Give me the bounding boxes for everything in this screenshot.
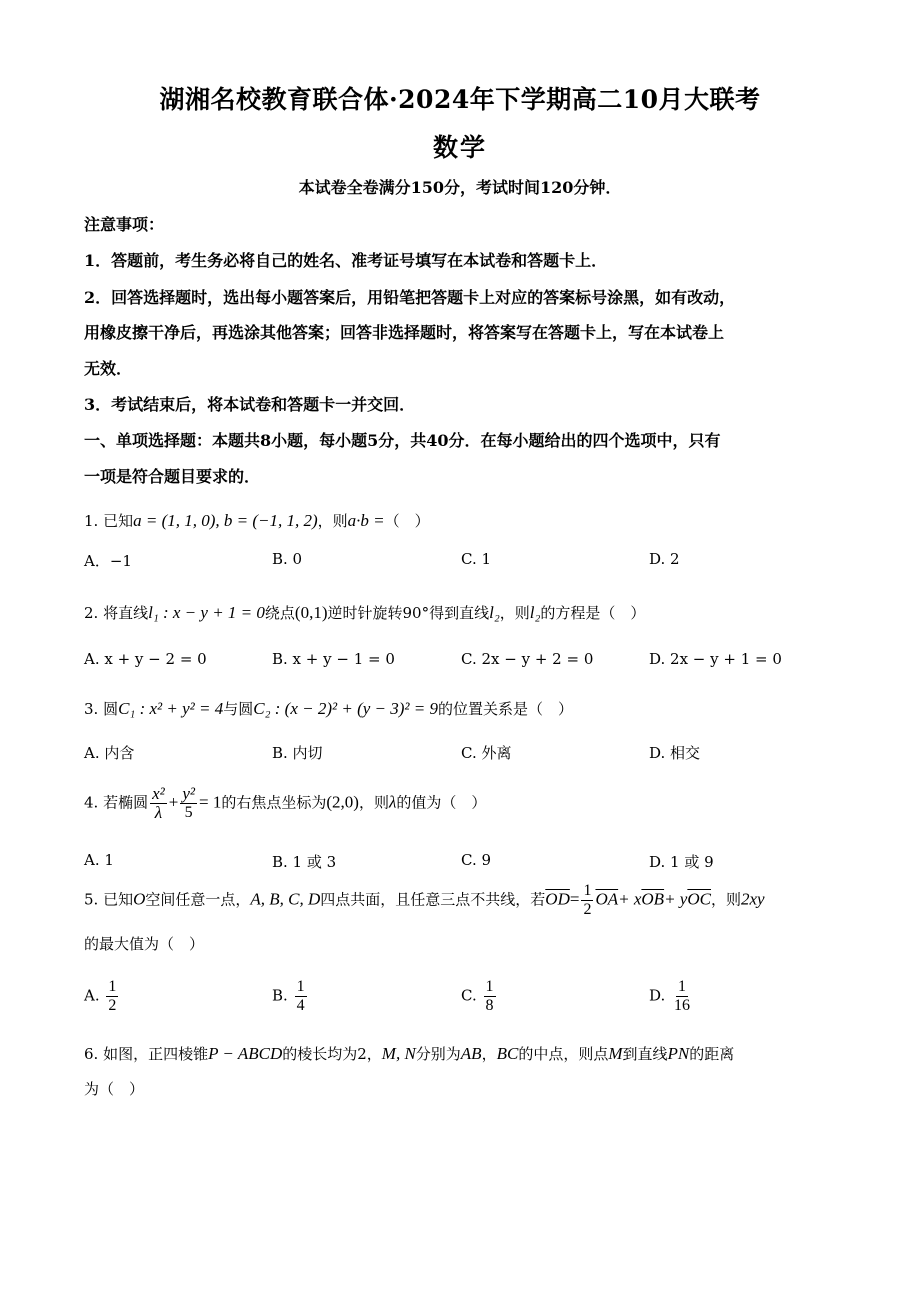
q5-half-den: 2 (583, 901, 592, 918)
q1-option-d: D. 2 (649, 550, 680, 568)
q2-line-l2-again: l₂ (529, 603, 541, 622)
question-3 (84, 693, 844, 725)
q5-option-b (272, 978, 309, 1015)
q5-points: A, B, C, D (250, 889, 321, 909)
q3-option-c: C. 外离 (461, 744, 512, 762)
q5-a-num: 1 (108, 978, 117, 995)
q3-option-b: B. 内切 (272, 744, 323, 762)
q6-point-m: M (608, 1044, 623, 1063)
q1-option-c: C. 1 (461, 550, 492, 568)
q5-option-a (84, 978, 120, 1015)
q6-mid4: 的中点，则点 (518, 1045, 609, 1063)
q4-fraction-x (150, 785, 167, 822)
q2-line-l1: l₁ : x − y + 1 = 0 (148, 603, 265, 622)
question-6 (84, 1038, 844, 1070)
q6-line-pn: PN (667, 1044, 690, 1063)
q2-suffix: 的方程是（ ） (540, 604, 646, 622)
q4-eq: = 1 (199, 792, 222, 812)
q1-vectors: a = (1, 1, 0), b = (−1, 1, 2) (133, 511, 318, 530)
q6-mid2: 分别为 (415, 1045, 461, 1063)
q3-circle-c2: C₂ : (x − 2)² + (y − 3)² = 9 (253, 699, 438, 718)
q1-prefix: 1. 已知 (84, 512, 134, 530)
q3-option-d: D. 相交 (649, 744, 701, 762)
q6-prefix: 6. 如图，正四棱锥 (84, 1045, 209, 1063)
q4-option-d: D. 1 或 9 (649, 853, 714, 871)
q4-lambda: λ (388, 792, 397, 812)
q6-mid6: 的距离 (689, 1045, 735, 1063)
q1-suffix: （ ） (384, 512, 430, 530)
instruction-3: 3．考试结束后，将本试卷和答题卡一并交回． (84, 395, 416, 414)
q5-option-b-fraction (295, 978, 307, 1015)
q6-mid3: ， (481, 1045, 497, 1063)
q3-prefix: 3. 圆 (84, 700, 119, 718)
q5-option-c (461, 978, 498, 1015)
section-1-heading-line-2: 一项是符合题目要求的． (84, 467, 261, 486)
instructions-heading: 注意事项： (84, 215, 165, 234)
question-1 (84, 505, 844, 537)
q2-option-c: C. 2x − y + 2 = 0 (461, 650, 594, 668)
q4-focus: (2,0) (326, 792, 359, 812)
q5-option-a-label: A. (84, 986, 100, 1005)
q5-mid1: 空间任意一点， (145, 890, 251, 909)
q5-line-2: 的最大值为（ ） (84, 935, 205, 953)
q5-option-b-label: B. (272, 986, 288, 1005)
q5-vector-od: $\overline{OD}$ (545, 889, 570, 909)
q5-vector-ob: $\overline{OB}$ (641, 889, 665, 909)
q4-fraction-y (180, 785, 197, 822)
q4-prefix: 4. 若椭圆 (84, 793, 149, 812)
q5-mid2: 四点共面，且任意三点不共线，若 (320, 890, 546, 909)
q2-line-l2: l₂ (489, 603, 500, 622)
q6-pyramid: P − ABCD (208, 1044, 283, 1063)
q4-mid2: ，则 (358, 793, 389, 812)
q5-a-den: 2 (108, 997, 117, 1014)
q4-frac2-num: y² (182, 784, 195, 803)
q4-frac2-den: 5 (184, 804, 193, 821)
q5-option-c-fraction (484, 978, 496, 1015)
q5-b-num: 1 (296, 978, 305, 995)
q5-vector-oc: $\overline{OC}$ (687, 889, 711, 909)
instruction-2-line-1: 2．回答选择题时，选出每小题答案后，用铅笔把答题卡上对应的答案标号涂黑，如有改动， (84, 288, 736, 307)
q3-suffix: 的位置关系是（ ） (437, 700, 573, 718)
question-5 (84, 882, 844, 919)
instruction-2-line-2: 用橡皮擦干净后，再选涂其他答案；回答非选择题时，将答案写在答题卡上，写在本试卷上 (84, 323, 725, 342)
q5-option-d-label: D. (649, 986, 666, 1005)
q4-option-b: B. 1 或 3 (272, 853, 337, 871)
q2-option-a: A. x + y − 2 = 0 (84, 650, 207, 668)
q2-point: (0,1) (294, 603, 328, 622)
q3-mid: 与圆 (223, 700, 254, 718)
q5-plus-y: + y (664, 889, 688, 909)
q2-mid1: 绕点 (264, 604, 295, 622)
q5-expression: 2xy (741, 889, 765, 909)
exam-title: 湖湘名校教育联合体·2024年下学期高二10月大联考 (159, 85, 761, 114)
q4-frac1-den: λ (154, 803, 163, 822)
question-2 (84, 597, 844, 629)
q5-half (581, 882, 593, 919)
q6-line-2: 为（ ） (84, 1080, 145, 1098)
q4-frac1-num: x² (152, 784, 165, 803)
q2-mid3: ，则 (499, 604, 530, 622)
section-1-heading-line-1: 一、单项选择题：本题共8小题，每小题5分，共40分．在每小题给出的四个选项中，只有 (84, 431, 721, 450)
q5-half-num: 1 (583, 882, 592, 899)
q5-option-a-fraction (106, 978, 118, 1015)
q5-option-c-label: C. (461, 986, 477, 1005)
q5-option-d (649, 978, 694, 1015)
q2-mid2: 逆时针旋转90°得到直线 (327, 604, 490, 622)
q6-edge-bc: BC (496, 1044, 519, 1063)
q1-dot-product: a·b = (347, 511, 385, 530)
q1-option-b: B. 0 (272, 550, 303, 568)
q5-plus-x: + x (618, 889, 642, 909)
q3-option-a: A. 内含 (84, 744, 135, 762)
q5-prefix: 5. 已知 (84, 890, 134, 909)
q5-mid3: ，则 (710, 890, 741, 909)
q4-option-c: C. 9 (461, 851, 492, 869)
q2-option-b: B. x + y − 1 = 0 (272, 650, 395, 668)
instruction-1: 1．答题前，考生务必将自己的姓名、准考证号填写在本试卷和答题卡上． (84, 251, 608, 270)
q5-d-den: 16 (674, 997, 691, 1014)
q6-points-mn: M, N (381, 1044, 416, 1063)
q5-c-num: 1 (485, 978, 494, 995)
q4-suffix: 的值为（ ） (396, 793, 487, 812)
q4-plus: + (168, 792, 179, 812)
q3-circle-c1: C₁ : x² + y² = 4 (118, 699, 224, 718)
q1-mid: ，则 (317, 512, 348, 530)
q6-mid5: 到直线 (622, 1045, 668, 1063)
q5-c-den: 8 (485, 997, 494, 1014)
q1-option-a: A．−1 (84, 552, 132, 570)
q5-option-d-fraction (672, 978, 692, 1015)
q5-d-num: 1 (678, 978, 687, 995)
exam-notice: 本试卷全卷满分150分，考试时间120分钟． (298, 178, 622, 197)
q5-point-o: O (133, 889, 146, 909)
q4-option-a: A. 1 (84, 851, 114, 869)
question-4 (84, 785, 844, 822)
q2-option-d: D. 2x − y + 1 = 0 (649, 650, 782, 668)
q5-vector-oa: $\overline{OA}$ (595, 889, 619, 909)
q4-mid1: 的右焦点坐标为 (221, 793, 327, 812)
exam-subject: 数学 (432, 133, 487, 162)
q5-eq: = (569, 889, 580, 909)
q6-edge-ab: AB (460, 1044, 482, 1063)
q6-mid1: 的棱长均为2， (282, 1045, 382, 1063)
q2-prefix: 2. 将直线 (84, 604, 149, 622)
instruction-2-line-3: 无效． (84, 359, 133, 378)
q5-b-den: 4 (296, 997, 305, 1014)
